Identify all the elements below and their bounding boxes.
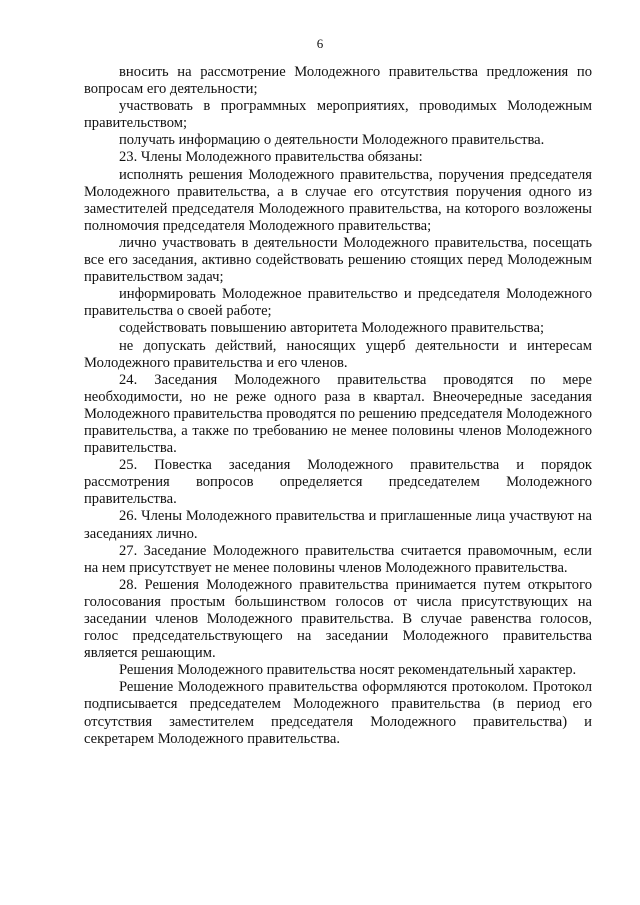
paragraph: получать информацию о деятельности Молодежного правительства. [119, 132, 545, 149]
paragraph: вносить на рассмотрение Молодежного правительства предложения по вопросам его деятельности; [84, 64, 592, 98]
paragraph: информировать Молодежное правительство и председателя Молодежного правительства о своей работе; [84, 286, 592, 320]
document-body [84, 64, 592, 748]
paragraph: лично участвовать в деятельности Молодежного правительства, посещать все его заседания, активно содействовать решению стоящих перед Молодежным правительством задач; [84, 234, 592, 286]
paragraph: 28. Решения Молодежного правительства принимается путем открытого голосования простым большинством голосов от числа присутствующих на заседании членов Молодежного правительства. В случае равенства голосов, голос председательствующего на заседании Молодежного правительства является решающим. [84, 576, 592, 662]
paragraph: 23. Члены Молодежного правительства обязаны: [119, 149, 423, 166]
paragraph: Решение Молодежного правительства оформляются протоколом. Протокол подписывается председателем Молодежного правительства (в период его отсутствия заместителем председателя Молодежного правительства) и секретарем Молодежного правительства. [84, 679, 592, 747]
page-number: 6 [316, 36, 324, 51]
paragraph: участвовать в программных мероприятиях, проводимых Молодежным правительством; [84, 98, 592, 132]
paragraph: 26. Члены Молодежного правительства и приглашенные лица участвуют на заседаниях лично. [84, 508, 592, 542]
paragraph: не допускать действий, наносящих ущерб деятельности и интересам Молодежного правительства и его членов. [84, 337, 592, 371]
paragraph: 27. Заседание Молодежного правительства считается правомочным, если на нем присутствует не менее половины членов Молодежного правительства. [84, 542, 592, 576]
paragraph: исполнять решения Молодежного правительства, поручения председателя Молодежного правительства, а в случае его отсутствия поручения одного из заместителей председателя Молодежного правительства, на которого возложены полномочия председателя Молодежного правительства; [84, 166, 592, 234]
paragraph: содействовать повышению авторитета Молодежного правительства; [119, 320, 545, 337]
paragraph: 24. Заседания Молодежного правительства проводятся по мере необходимости, но не реже одного раза в квартал. Внеочередные заседания Молодежного правительства проводятся по решению председателя Молодежного правительства, а также по требованию не менее половины членов Молодежного правительства. [84, 371, 592, 457]
paragraph: 25. Повестка заседания Молодежного правительства и порядок рассмотрения вопросов определяется председателем Молодежного правительства. [84, 457, 592, 508]
paragraph: Решения Молодежного правительства носят рекомендательный характер. [119, 662, 577, 679]
